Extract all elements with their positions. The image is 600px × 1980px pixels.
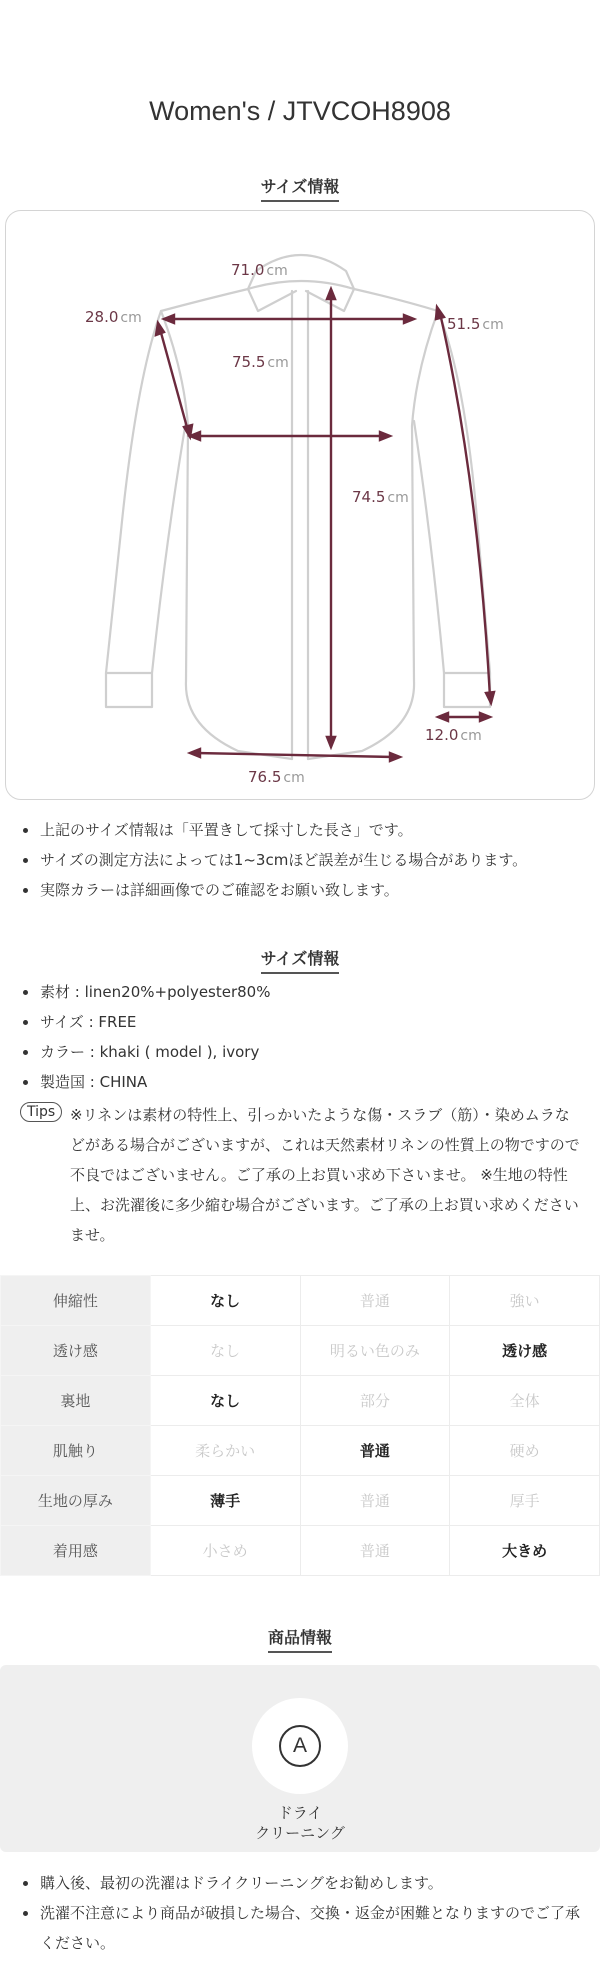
- size-info-heading: [0, 174, 600, 202]
- size-notes-list: [20, 815, 527, 905]
- attribute-option: 強い: [450, 1276, 600, 1326]
- attribute-option: 普通: [300, 1526, 450, 1576]
- attribute-row: [1, 1376, 600, 1426]
- attribute-option: 薄手: [150, 1476, 300, 1526]
- arrowhead: [156, 323, 164, 335]
- list-item: サイズ : FREE: [20, 1007, 270, 1037]
- attribute-name: 肌触り: [1, 1426, 151, 1476]
- arrowhead: [190, 749, 200, 757]
- attribute-option: 部分: [300, 1376, 450, 1426]
- product-info-heading-text: 商品情報: [268, 1625, 332, 1653]
- attribute-option: 全体: [450, 1376, 600, 1426]
- cuff-unit: cm: [460, 728, 482, 744]
- sleeve-unit: cm: [482, 317, 504, 333]
- length-value: 74.5: [352, 488, 386, 506]
- list-item: 素材 : linen20%+polyester80%: [20, 977, 270, 1007]
- armhole-unit: cm: [120, 310, 142, 326]
- attribute-option: 大きめ: [450, 1526, 600, 1576]
- product-title: Women's / JTVCOH8908: [149, 96, 451, 126]
- attribute-option: なし: [150, 1376, 300, 1426]
- hem-line: [196, 753, 394, 757]
- care-panel: [0, 1665, 600, 1852]
- list-item: 上記のサイズ情報は「平置きして採寸した長さ」です。: [20, 815, 527, 845]
- attribute-option: 硬め: [450, 1426, 600, 1476]
- arrowhead: [390, 753, 400, 761]
- cuff-value: 12.0: [425, 726, 459, 744]
- attribute-row: [1, 1426, 600, 1476]
- tips-block: [20, 1100, 580, 1250]
- hem-unit: cm: [283, 770, 305, 786]
- attribute-option: なし: [150, 1276, 300, 1326]
- attribute-row: [1, 1476, 600, 1526]
- attribute-row: [1, 1276, 600, 1326]
- arrowhead: [486, 692, 494, 703]
- arrowhead: [327, 289, 335, 299]
- armhole-value: 28.0: [85, 308, 119, 326]
- attribute-option: 透け感: [450, 1326, 600, 1376]
- list-item: 購入後、最初の洗濯はドライクリーニングをお勧めします。: [20, 1868, 585, 1898]
- product-info-heading: [0, 1625, 600, 1653]
- chest-value: 75.5: [232, 353, 266, 371]
- spec-list: [20, 977, 270, 1097]
- length-measure: [352, 488, 409, 506]
- list-item: サイズの測定方法によっては1~3cmほど誤差が生じる場合があります。: [20, 845, 527, 875]
- list-item: 製造国 : CHINA: [20, 1067, 270, 1097]
- care-symbol-circle: [252, 1698, 348, 1794]
- chest-measure: [232, 353, 289, 371]
- attribute-option: 小さめ: [150, 1526, 300, 1576]
- attribute-name: 生地の厚み: [1, 1476, 151, 1526]
- attribute-option: 普通: [300, 1426, 450, 1476]
- attribute-name: 着用感: [1, 1526, 151, 1576]
- armhole-measure: [85, 308, 142, 326]
- attribute-option: 柔らかい: [150, 1426, 300, 1476]
- shoulder-measure: [231, 261, 288, 279]
- attribute-option: 厚手: [450, 1476, 600, 1526]
- arrowhead: [480, 713, 490, 721]
- armhole-line: [160, 329, 188, 431]
- tips-text: ※リネンは素材の特性上、引っかいたような傷・スラブ（筋）・染めムラなどがある場合がございますが、これは天然素材リネンの性質上の物ですので不良ではございません。ご了承の上お買い求め下さいませ。 ※生地の特性上、お洗濯後に多少縮む場合がございます。ご了承の上お買い求めくださいませ。: [70, 1106, 580, 1244]
- attribute-option: 普通: [300, 1276, 450, 1326]
- shoulder-value: 71.0: [231, 261, 265, 279]
- arrowhead: [327, 737, 335, 747]
- fabric-attribute-table: [0, 1275, 600, 1576]
- shoulder-unit: cm: [266, 263, 288, 279]
- sleeve-measure: [447, 315, 504, 333]
- cuff-measure: [425, 726, 482, 744]
- attribute-option: 普通: [300, 1476, 450, 1526]
- attribute-name: 裏地: [1, 1376, 151, 1426]
- arrowhead: [380, 432, 390, 440]
- sleeve-line: [440, 313, 490, 697]
- list-item: 実際カラーは詳細画像でのご確認をお願い致します。: [20, 875, 527, 905]
- arrowhead: [436, 307, 444, 319]
- list-item: 洗濯不注意により商品が破損した場合、交換・返金が困難となりますのでご了承ください。: [20, 1898, 585, 1958]
- care-label: [0, 1803, 600, 1843]
- shirt-diagram-svg: [6, 211, 596, 801]
- spec-heading-text: サイズ情報: [261, 946, 340, 974]
- length-unit: cm: [387, 490, 409, 506]
- tips-badge: Tips: [20, 1102, 62, 1122]
- list-item: カラー : khaki ( model ), ivory: [20, 1037, 270, 1067]
- attribute-row: [1, 1326, 600, 1376]
- chest-unit: cm: [267, 355, 289, 371]
- arrowhead: [438, 713, 448, 721]
- attribute-option: 明るい色のみ: [300, 1326, 450, 1376]
- attribute-option: なし: [150, 1326, 300, 1376]
- hem-measure: [248, 768, 305, 786]
- care-label-line1: ドライ: [277, 1804, 323, 1822]
- size-info-heading-text: サイズ情報: [261, 174, 340, 202]
- care-notes-list: [20, 1868, 585, 1958]
- size-diagram: [5, 210, 595, 800]
- attribute-name: 透け感: [1, 1326, 151, 1376]
- hem-value: 76.5: [248, 768, 282, 786]
- attribute-row: [1, 1526, 600, 1576]
- dry-clean-icon: A: [279, 1725, 321, 1767]
- attribute-name: 伸縮性: [1, 1276, 151, 1326]
- sleeve-value: 51.5: [447, 315, 481, 333]
- arrowhead: [404, 315, 414, 323]
- care-label-line2: クリーニング: [255, 1824, 345, 1842]
- spec-heading: [0, 946, 600, 974]
